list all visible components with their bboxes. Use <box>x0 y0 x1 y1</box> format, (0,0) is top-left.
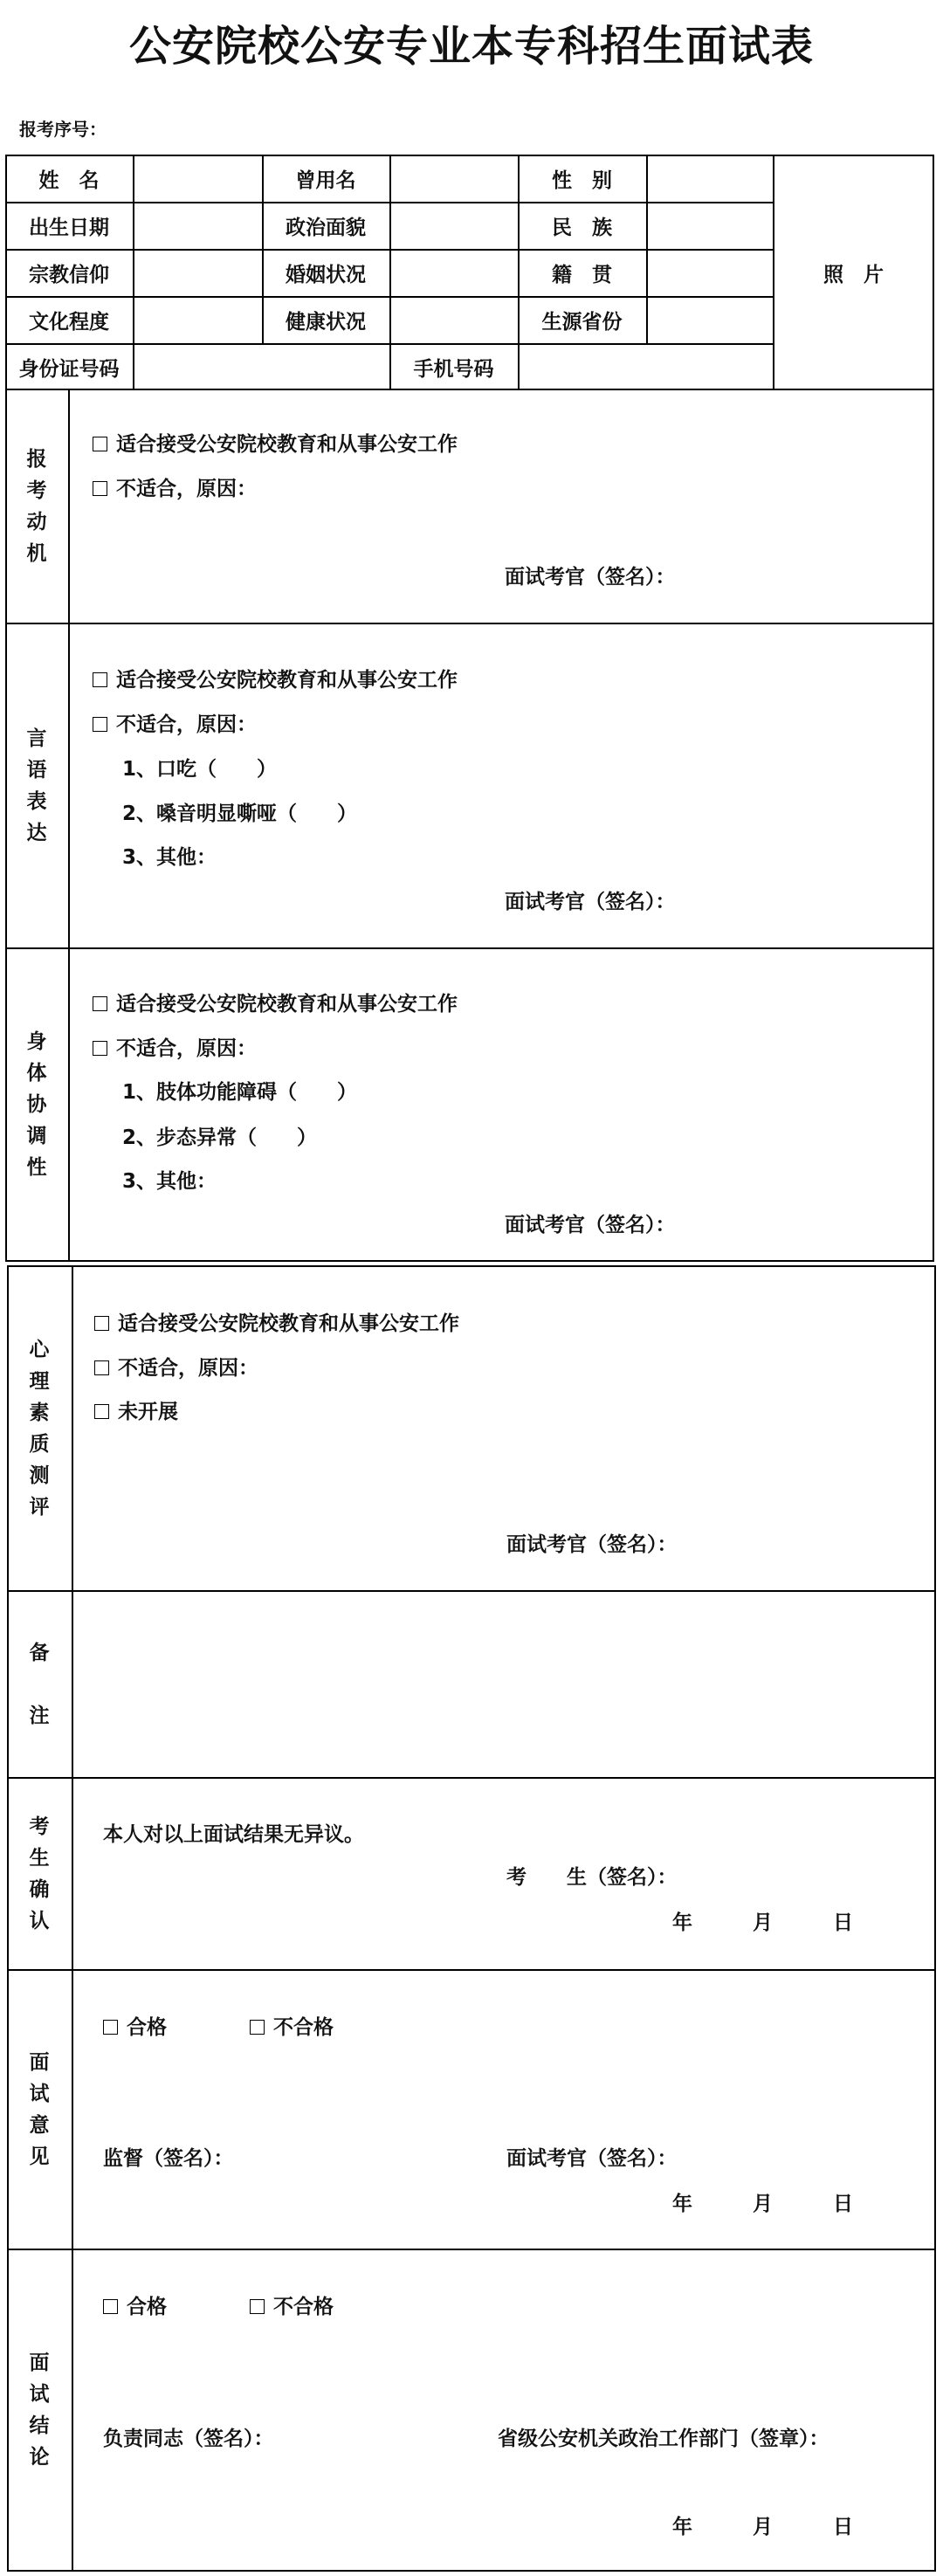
confirm-statement: 本人对以上面试结果无异议。 <box>103 1823 364 1846</box>
label-birth-date: 出生日期 <box>29 216 109 239</box>
motivation-examiner-signature: 面试考官（签名）： <box>505 566 676 589</box>
label-ethnicity: 民 族 <box>552 216 612 239</box>
checkbox-icon[interactable] <box>93 1041 107 1056</box>
label-political-status: 政治面貌 <box>286 216 366 239</box>
speech-reason-2: 2、嗓音明显嘶哑（ ） <box>122 802 358 825</box>
label-native-place: 籍 贯 <box>552 263 612 286</box>
label-psychology: 心 理 素 质 测 评 <box>29 1339 50 1519</box>
psych-unsuitable-option[interactable]: 不适合，原因： <box>94 1352 258 1381</box>
checkbox-icon[interactable] <box>94 1316 109 1331</box>
label-name: 姓 名 <box>38 169 100 192</box>
psych-examiner-signature: 面试考官（签名）： <box>506 1533 678 1556</box>
photo-area: 照 片 <box>823 263 884 286</box>
checkbox-icon[interactable] <box>103 2020 118 2035</box>
checkbox-icon[interactable] <box>93 481 107 496</box>
checkbox-icon[interactable] <box>250 2020 265 2035</box>
checkbox-icon[interactable] <box>93 717 107 732</box>
body-unsuitable-option[interactable]: 不适合，原因： <box>93 1032 257 1061</box>
section-remarks <box>7 1590 936 1779</box>
department-seal: 省级公安机关政治工作部门（签章）： <box>498 2428 829 2450</box>
speech-suitable-option[interactable]: 适合接受公安院校教育和从事公安工作 <box>93 664 458 692</box>
label-remarks: 备 注 <box>29 1642 50 1727</box>
label-speech: 言 语 表 达 <box>26 727 47 844</box>
body-reason-1: 1、肢体功能障碍（ ） <box>122 1081 358 1104</box>
label-health: 健康状况 <box>286 310 366 334</box>
motivation-unsuitable-option[interactable]: 不适合，原因： <box>93 472 257 501</box>
body-reason-3: 3、其他： <box>122 1170 217 1193</box>
body-reason-2: 2、步态异常（ ） <box>122 1126 318 1149</box>
opinion-examiner-signature: 面试考官（签名）： <box>506 2147 678 2170</box>
opinion-fail-option[interactable]: 不合格 <box>250 2011 334 2040</box>
psych-suitable-option[interactable]: 适合接受公安院校教育和从事公安工作 <box>94 1307 459 1336</box>
label-motivation: 报 考 动 机 <box>26 448 47 565</box>
checkbox-icon[interactable] <box>103 2299 118 2314</box>
conclusion-pass-option[interactable]: 合格 <box>103 2290 167 2319</box>
conclusion-date: 年 月 日 <box>672 2516 853 2538</box>
label-interview-conclusion: 面 试 结 论 <box>29 2352 50 2469</box>
speech-examiner-signature: 面试考官（签名）： <box>505 891 676 913</box>
speech-reason-1: 1、口吃（ ） <box>122 758 278 781</box>
label-gender: 性 别 <box>552 169 612 192</box>
checkbox-icon[interactable] <box>94 1404 109 1419</box>
body-suitable-option[interactable]: 适合接受公安院校教育和从事公安工作 <box>93 988 458 1016</box>
supervisor-signature: 监督（签名）： <box>103 2147 234 2170</box>
checkbox-icon[interactable] <box>93 996 107 1011</box>
label-interview-opinion: 面 试 意 见 <box>29 2051 50 2168</box>
section-candidate-confirm <box>7 1777 936 1971</box>
speech-reason-3: 3、其他： <box>122 846 217 869</box>
checkbox-icon[interactable] <box>94 1360 109 1375</box>
checkbox-icon[interactable] <box>250 2299 265 2314</box>
psych-not-done-option[interactable]: 未开展 <box>94 1395 178 1424</box>
label-phone: 手机号码 <box>413 357 494 381</box>
label-body-coordination: 身 体 协 调 性 <box>26 1030 47 1179</box>
conclusion-fail-option[interactable]: 不合格 <box>250 2290 334 2319</box>
form-title: 公安院校公安专业本专科招生面试表 <box>128 22 814 71</box>
body-examiner-signature: 面试考官（签名）： <box>505 1214 676 1236</box>
checkbox-icon[interactable] <box>93 672 107 687</box>
section-motivation <box>5 389 934 624</box>
opinion-date: 年 月 日 <box>672 2193 853 2215</box>
confirm-date: 年 月 日 <box>672 1911 853 1934</box>
label-id-number: 身份证号码 <box>18 357 120 381</box>
label-religion: 宗教信仰 <box>29 263 109 286</box>
label-former-name: 曾用名 <box>295 169 356 192</box>
responsible-signature: 负责同志（签名）： <box>103 2428 274 2450</box>
label-candidate-confirm: 考 生 确 认 <box>29 1815 50 1932</box>
candidate-signature: 考 生（签名）： <box>506 1866 678 1889</box>
label-marital-status: 婚姻状况 <box>286 263 366 286</box>
opinion-pass-option[interactable]: 合格 <box>103 2011 167 2040</box>
checkbox-icon[interactable] <box>93 437 107 451</box>
serial-number-label: 报考序号： <box>19 119 107 140</box>
label-origin-province: 生源省份 <box>541 310 623 334</box>
label-education: 文化程度 <box>29 310 109 334</box>
motivation-suitable-option[interactable]: 适合接受公安院校教育和从事公安工作 <box>93 428 458 457</box>
speech-unsuitable-option[interactable]: 不适合，原因： <box>93 708 257 737</box>
